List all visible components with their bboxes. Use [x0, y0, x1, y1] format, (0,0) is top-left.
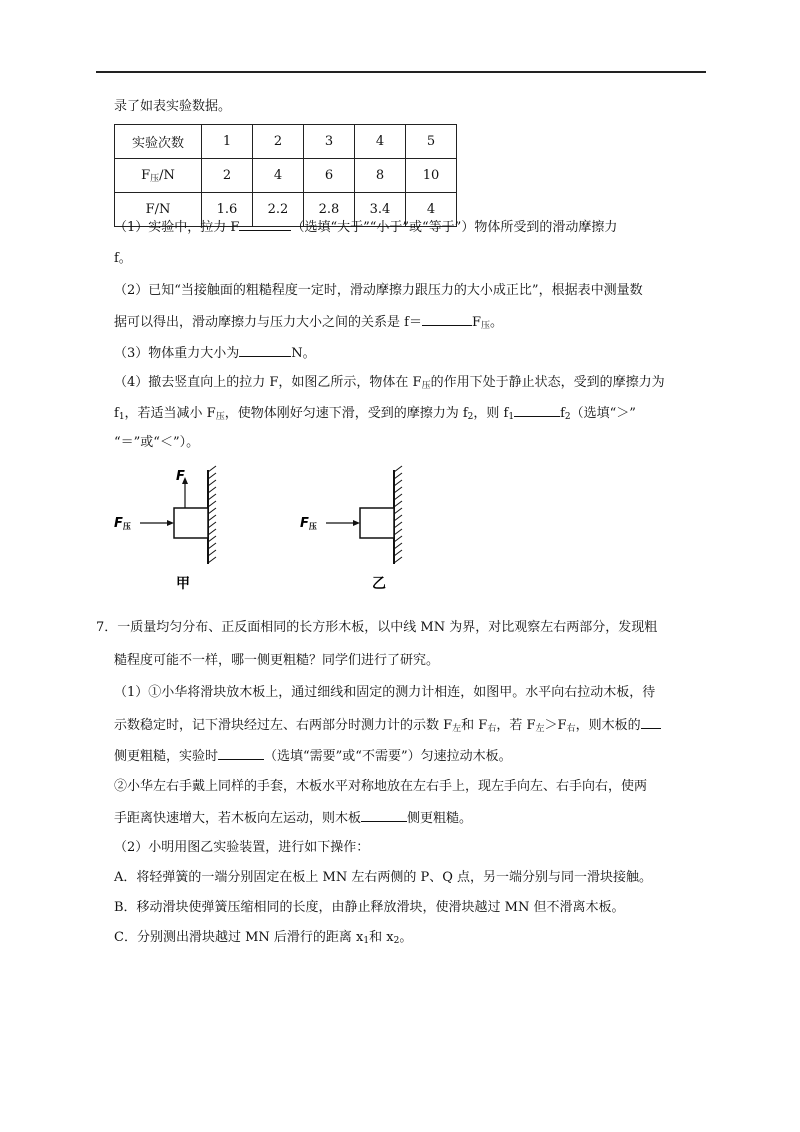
answer-blank[interactable] — [514, 404, 560, 417]
table-cell: 2 — [202, 159, 253, 193]
q7-line2: 糙程度可能不一样，哪一侧更粗糙？同学们进行了研究。 — [114, 653, 440, 668]
table-cell: 6 — [304, 159, 355, 193]
table-row — [115, 159, 457, 193]
force-label-fpress: F压 — [114, 516, 131, 531]
wall-hatching — [208, 466, 216, 563]
q6-part4-end: “＝”或“＜”）。 — [114, 435, 200, 450]
table-cell: 2 — [253, 125, 304, 159]
answer-blank[interactable] — [422, 313, 472, 326]
table-cell: 4 — [355, 125, 406, 159]
table-cell: 2.8 — [304, 193, 355, 227]
table-cell: 4 — [253, 159, 304, 193]
q6-part4: （4）撤去竖直向上的拉力 F，如图乙所示，物体在 $F_压$的作用下处于静止状态，受到的摩擦力为 — [114, 375, 665, 391]
figure-yi — [296, 462, 436, 592]
q7-line4: 示数稳定时，记下滑块经过左、右两部分时测力计的示数 $F_左$和 $F_右$，若 $F_左>F_右$，则木板的 — [114, 716, 661, 738]
answer-blank[interactable] — [218, 747, 264, 760]
q7-step-c: C．分别测出滑块越过 MN 后滑行的距离 $x_1$和 $x_2$。 — [114, 930, 413, 946]
answer-blank[interactable] — [641, 716, 661, 729]
table-cell: 8 — [355, 159, 406, 193]
answer-blank[interactable] — [239, 344, 291, 357]
data-table — [114, 124, 457, 227]
force-label-f: F — [176, 469, 185, 484]
answer-blank[interactable] — [361, 809, 407, 822]
q7-step-a: A．将轻弹簧的一端分别固定在板上 MN 左右两侧的 P、Q 点，另一端分别与同一滑块接触。 — [114, 870, 653, 885]
q7-line3: （1）①小华将滑块放木板上，通过细线和固定的测力计相连，如图甲。水平向右拉动木板，待 — [114, 685, 656, 700]
figure-jia — [110, 462, 250, 592]
q6-part2-cont: 据可以得出，滑动摩擦力与压力大小之间的关系是 $f= F_压$。 — [114, 315, 504, 331]
answer-blank[interactable] — [239, 218, 291, 231]
q6-part4-cont: $f_1$，若适当减小 $F_压$，使物体刚好匀速下滑，受到的摩擦力为 $f_2$，则 $f_1$ $f_2$（选填“＞” — [114, 406, 636, 422]
q7-line5: 侧更粗糙，实验时 （选填“需要”或“不需要”）匀速拉动木板。 — [114, 749, 512, 764]
figure-caption: 甲 — [176, 576, 190, 592]
q6-part1: （1）实验中，拉力 F （选填“大于”“小于”或“等于”）物体所受到的滑动摩擦力 — [114, 220, 618, 235]
table-header-cell: F/N — [115, 193, 202, 227]
table-cell: 1 — [202, 125, 253, 159]
table-cell: 3.4 — [355, 193, 406, 227]
arrow-head-icon — [353, 520, 360, 526]
wall-hatching — [394, 466, 402, 563]
block — [360, 508, 394, 538]
q6-part1-cont: f。 — [114, 251, 132, 266]
table-cell: 10 — [406, 159, 457, 193]
q6-part3: （3）物体重力大小为 N。 — [114, 346, 316, 361]
table-row — [115, 125, 457, 159]
q7-step-b: B．移动滑块使弹簧压缩相同的长度，由静止释放滑块，使滑块越过 MN 但不滑离木板。 — [114, 900, 625, 915]
table-cell: 1.6 — [202, 193, 253, 227]
figure-caption: 乙 — [372, 576, 386, 592]
table-cell: 4 — [406, 193, 457, 227]
intro-text: 录了如表实验数据。 — [114, 99, 232, 114]
block — [174, 508, 208, 538]
q6-part2: （2）已知“当接触面的粗糙程度一定时，滑动摩擦力跟压力的大小成正比”，根据表中测量数 — [114, 283, 643, 298]
q7-line7: 手距离快速增大，若木板向左运动，则木板 侧更粗糙。 — [114, 811, 473, 826]
table-cell: 5 — [406, 125, 457, 159]
q7-line1: 7．一质量均匀分布、正反面相同的长方形木板，以中线 MN 为界，对比观察左右两部分，发现粗 — [96, 620, 658, 635]
table-cell: 2.2 — [253, 193, 304, 227]
q7-line8: （2）小明用图乙实验装置，进行如下操作： — [114, 840, 370, 855]
table-cell: 3 — [304, 125, 355, 159]
table-header-cell: $F_压/N$ — [115, 159, 202, 193]
q7-line6: ②小华左右手戴上同样的手套，木板水平对称地放在左右手上，现左手向左、右手向右，使两 — [114, 779, 648, 794]
header-rule — [96, 71, 706, 73]
table-header-cell: 实验次数 — [115, 125, 202, 159]
arrow-head-icon — [167, 520, 174, 526]
force-label-fpress: F压 — [300, 516, 317, 531]
